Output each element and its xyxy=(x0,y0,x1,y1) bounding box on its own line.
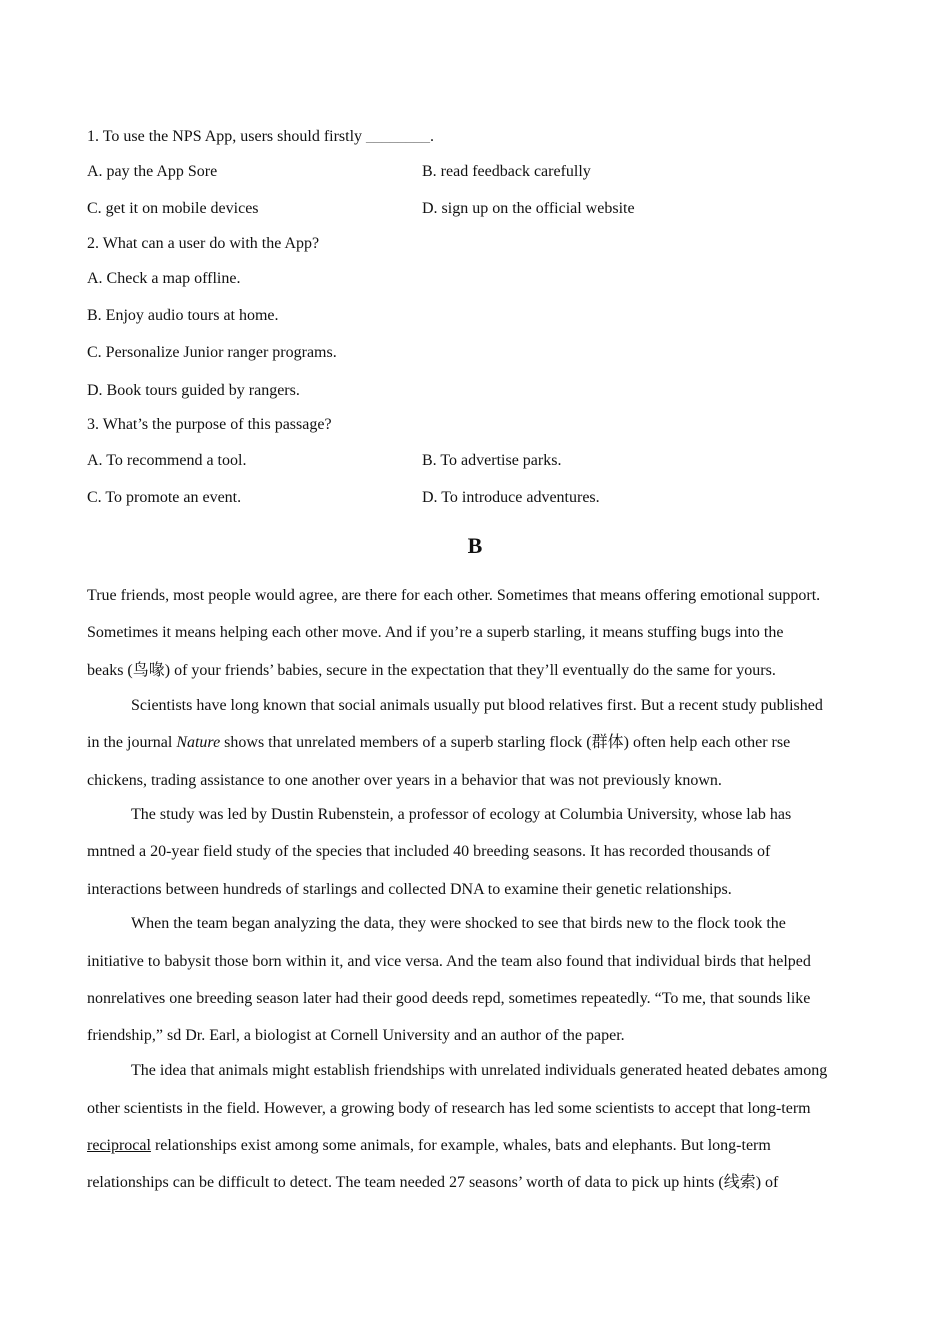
passage-p2-line-2-pre: in the journal xyxy=(87,734,177,751)
question-1-blank: ________ xyxy=(366,128,431,145)
passage-p4-line-4: friendship,” sd Dr. Earl, a biologist at Cornell University and an author of the paper. xyxy=(87,1027,625,1044)
passage-p1-line-3: beaks (鸟喙) of your friends’ babies, secure in the expectation that they’ll eventually do the same for yours. xyxy=(87,662,776,679)
passage-p1-line-1: True friends, most people would agree, are there for each other. Sometimes that means offering emotional support. xyxy=(87,587,821,604)
question-1-stem: 1. To use the NPS App, users should firstly ________. xyxy=(87,128,435,145)
section-title: B xyxy=(467,533,483,558)
passage-p2-line-1: Scientists have long known that social animals usually put blood relatives first. But a recent study published xyxy=(131,697,823,714)
passage-p3-line-1: The study was led by Dustin Rubenstein, a professor of ecology at Columbia University, whose lab has xyxy=(131,806,792,823)
question-3-number: 3 xyxy=(87,416,95,433)
passage-p3-line-3: interactions between hundreds of starlings and collected DNA to examine their genetic relationships. xyxy=(87,881,732,898)
passage-p2-line-2 xyxy=(87,733,790,753)
passage-p5-line-2: other scientists in the field. However, a growing body of research has led some scientists to accept that long-term xyxy=(87,1100,811,1117)
question-2-text: What can a user do with the App? xyxy=(102,235,320,252)
passage-p3-line-2: mntned a 20-year field study of the species that included 40 breeding seasons. It has recorded thousands of xyxy=(87,843,771,860)
passage-p2-line-3: chickens, trading assistance to one another over years in a behavior that was not previously known. xyxy=(87,772,722,789)
question-2-option-c: C. Personalize Junior ranger programs. xyxy=(87,344,337,361)
question-1-text: To use the NPS App, users should firstly xyxy=(102,128,367,145)
passage-p4-line-2: initiative to babysit those born within it, and vice versa. And the team also found that individual birds that helped xyxy=(87,953,811,970)
underlined-word-reciprocal: reciprocal xyxy=(87,1137,151,1154)
question-3-option-c: C. To promote an event. xyxy=(87,489,242,506)
question-1-option-a: A. pay the App Sore xyxy=(87,163,218,180)
passage-p5-line-4: relationships can be difficult to detect. The team needed 27 seasons’ worth of data to pick up hints (线索) of xyxy=(87,1174,779,1191)
question-2-option-d: D. Book tours guided by rangers. xyxy=(87,382,300,399)
question-3-option-d: D. To introduce adventures. xyxy=(422,489,600,506)
question-1-option-c: C. get it on mobile devices xyxy=(87,200,259,217)
question-1-option-b: B. read feedback carefully xyxy=(422,163,591,180)
question-3-option-a: A. To recommend a tool. xyxy=(87,452,247,469)
question-1-number: 1 xyxy=(87,128,95,145)
passage-p4-line-1: When the team began analyzing the data, they were shocked to see that birds new to the flock took the xyxy=(131,915,786,932)
question-1-option-d: D. sign up on the official website xyxy=(422,200,635,217)
question-3-option-b: B. To advertise parks. xyxy=(422,452,562,469)
passage-p5-line-3 xyxy=(87,1136,771,1156)
passage-p5-line-1: The idea that animals might establish friendships with unrelated individuals generated heated debates among xyxy=(131,1062,828,1079)
question-2-option-b: B. Enjoy audio tours at home. xyxy=(87,307,279,324)
passage-p4-line-3: nonrelatives one breeding season later had their good deeds repd, sometimes repeatedly. “To me, that sounds like xyxy=(87,990,811,1007)
journal-name: Nature xyxy=(176,734,221,751)
question-2-number: 2 xyxy=(87,235,95,252)
question-3-stem: 3. What’s the purpose of this passage? xyxy=(87,416,332,433)
question-2-option-a: A. Check a map offline. xyxy=(87,270,241,287)
passage-p1-line-2: Sometimes it means helping each other move. And if you’re a superb starling, it means stuffing bugs into the xyxy=(87,624,784,641)
passage-p5-line-3-post: relationships exist among some animals, for example, whales, bats and elephants. But long-term xyxy=(150,1137,771,1154)
question-3-text: What’s the purpose of this passage? xyxy=(102,416,332,433)
passage-p2-line-2-post: shows that unrelated members of a superb starling flock (群体) often help each other rse xyxy=(220,734,791,751)
question-2-stem: 2. What can a user do with the App? xyxy=(87,235,320,252)
question-1-end: . xyxy=(430,128,435,145)
